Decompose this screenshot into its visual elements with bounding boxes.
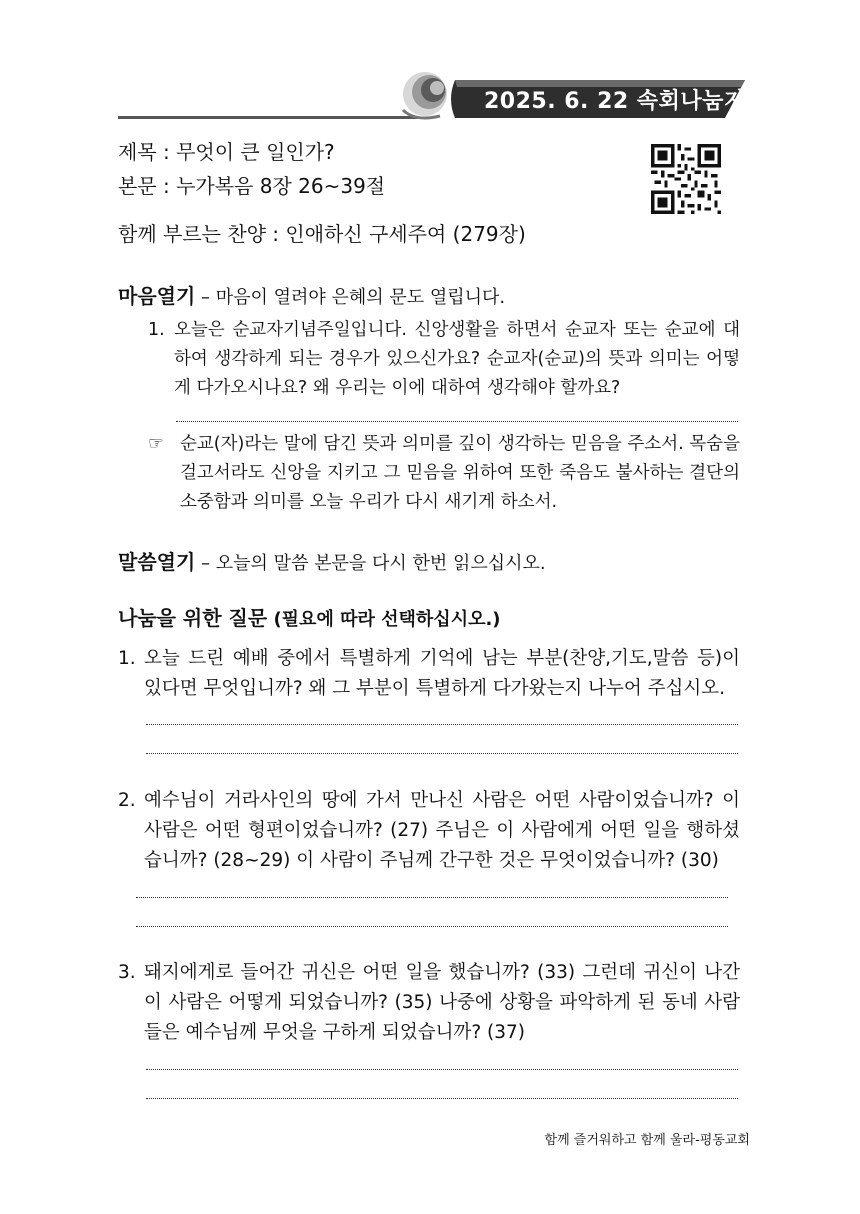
heart-section-title [118, 280, 505, 309]
word-subtitle: – 오늘의 말씀 본문을 다시 한번 읽으십시오. [195, 553, 546, 574]
question-text: 예수님이 거라사인의 땅에 가서 만나신 사람은 어떤 사람이었습니까? 이 사람은 어떤 형편이었습니까? (27) 주님은 이 사람에게 어떤 일을 행하셨습니까? (28~29) 이 사람이 주님께 간구한 것은 무엇이었습니까? (30) [144, 790, 740, 871]
answer-line[interactable] [146, 753, 738, 754]
heart-item-number: 1. [148, 320, 165, 340]
word-section-title [118, 546, 546, 575]
sharing-subtitle: (필요에 따라 선택하십시오.) [267, 609, 501, 630]
heart-subtitle: – 마음이 열려야 은혜의 문도 열립니다. [195, 287, 506, 308]
heart-item-text: 오늘은 순교자기념주일입니다. 신앙생활을 하면서 순교자 또는 순교에 대하여 생각하게 되는 경우가 있으신가요? 순교자(순교)의 뜻과 의미는 어떻게 다가오시나요? 왜 우리는 이에 대하여 생각해야 할까요? [174, 320, 740, 398]
answer-line[interactable] [136, 926, 728, 927]
word-title: 말씀열기 [118, 550, 196, 574]
answer-line[interactable] [146, 1098, 738, 1099]
answer-line[interactable] [176, 421, 738, 422]
answer-line[interactable] [146, 724, 738, 725]
pointing-hand-icon: ☞ [148, 434, 164, 454]
question-number: 1. [118, 648, 136, 669]
answer-line[interactable] [146, 1069, 738, 1070]
banner-title: 2025. 6. 22 속회나눔지 [484, 89, 746, 114]
heart-title: 마음열기 [118, 284, 196, 308]
answer-line[interactable] [136, 897, 728, 898]
question-text: 오늘 드린 예배 중에서 특별하게 기억에 남는 부분(찬양,기도,말씀 등)이 있다면 무엇입니까? 왜 그 부분이 특별하게 다가왔는지 나누어 주십시오. [144, 648, 740, 699]
scripture-text: 본문 : 누가복음 8장 26~39절 [118, 174, 386, 198]
question-number: 2. [118, 790, 136, 811]
sermon-title: 제목 : 무엇이 큰 일인가? [118, 140, 335, 164]
question-number: 3. [118, 962, 136, 983]
heart-prayer-text: 순교(자)라는 말에 담긴 뜻과 의미를 깊이 생각하는 믿음을 주소서. 목숨을 걸고서라도 신앙을 지키고 그 믿음을 위하여 또한 죽음도 불사하는 결단의 소중함과 의미를 오늘 우리가 다시 새기게 하소서. [180, 434, 740, 512]
question-text: 돼지에게로 들어간 귀신은 어떤 일을 했습니까? (33) 그런데 귀신이 나간 이 사람은 어떻게 되었습니까? (35) 나중에 상황을 파악하게 된 동네 사람들은 예수님께 무엇을 구하게 되었습니까? (37) [144, 962, 740, 1043]
footer-motto: 함께 즐거워하고 함께 울라-평동교회 [544, 1133, 750, 1148]
sharing-section-title [118, 602, 501, 631]
qr-code-icon[interactable] [651, 144, 721, 214]
decorative-swirl-icon [403, 72, 447, 118]
header-rule [118, 116, 418, 119]
hymn-line: 함께 부르는 찬양 : 인애하신 구세주여 (279장) [118, 222, 526, 246]
sharing-title: 나눔을 위한 질문 [118, 606, 268, 630]
